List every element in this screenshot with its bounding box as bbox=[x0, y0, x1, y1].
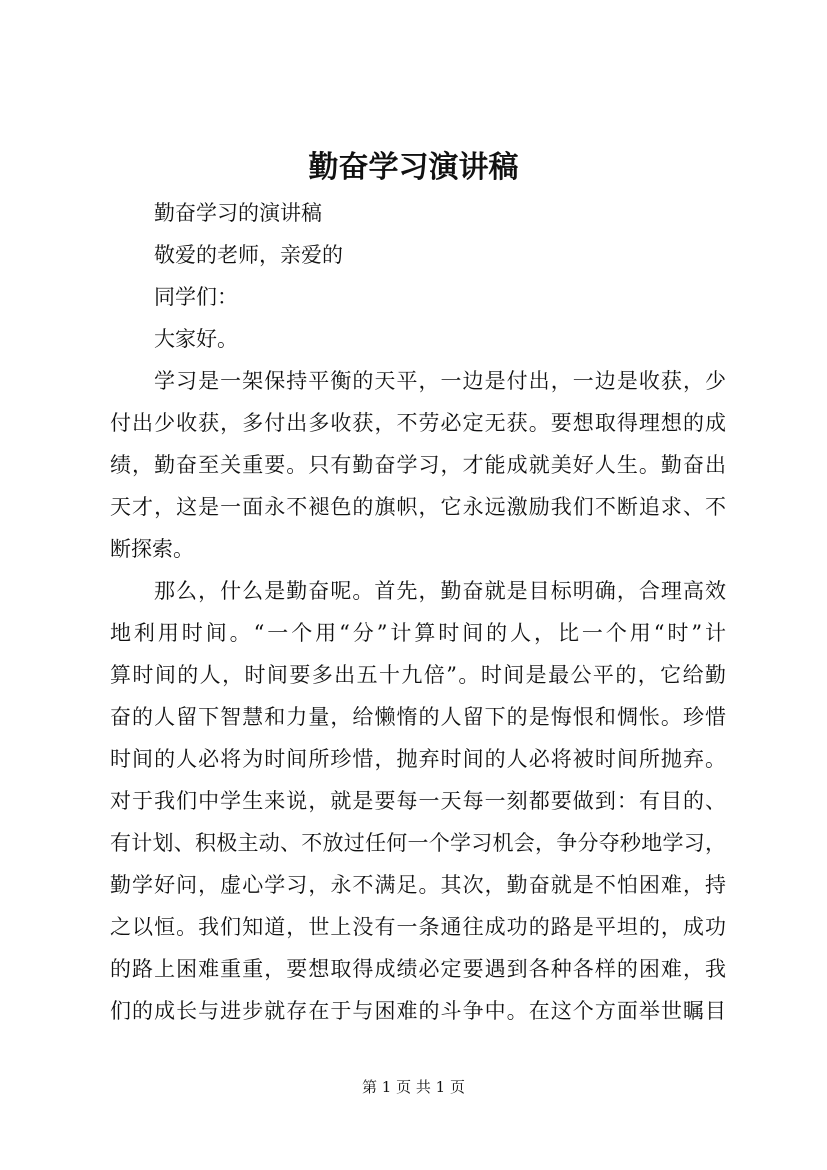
paragraph-1-line-1: 学习是一架保持平衡的天平，一边是付出，一边是收获，少 bbox=[154, 369, 726, 393]
paragraph-2-line-1: 那么，什么是勤奋呢。首先，勤奋就是目标明确，合理高效 bbox=[154, 579, 726, 603]
subtitle-line: 勤奋学习的演讲稿 bbox=[154, 201, 322, 225]
salutation-line-1: 敬爱的老师，亲爱的 bbox=[154, 243, 343, 267]
paragraph-2-line-11: 们的成长与进步就存在于与困难的斗争中。在这个方面举世瞩目 bbox=[110, 999, 726, 1023]
paragraph-2-line-2: 地利用时间。“一个用“分”计算时间的人，比一个用“时”计 bbox=[110, 621, 726, 645]
paragraph-2-line-10: 的路上困难重重，要想取得成绩必定要遇到各种各样的困难，我 bbox=[110, 957, 726, 981]
paragraph-1-line-3: 绩，勤奋至关重要。只有勤奋学习，才能成就美好人生。勤奋出 bbox=[110, 453, 726, 477]
paragraph-2-line-8: 勤学好问，虚心学习，永不满足。其次，勤奋就是不怕困难，持 bbox=[110, 873, 726, 897]
paragraph-2-line-6: 对于我们中学生来说，就是要每一天每一刻都要做到：有目的、 bbox=[110, 789, 726, 813]
paragraph-2-line-4: 奋的人留下智慧和力量，给懒惰的人留下的是悔恨和惆怅。珍惜 bbox=[110, 705, 726, 729]
paragraph-2-line-9: 之以恒。我们知道，世上没有一条通往成功的路是平坦的，成功 bbox=[110, 915, 726, 939]
greeting-line: 大家好。 bbox=[154, 327, 238, 351]
document-body bbox=[110, 192, 726, 1032]
paragraph-2-line-7: 有计划、积极主动、不放过任何一个学习机会，争分夺秒地学习， bbox=[110, 831, 726, 855]
salutation-line-2: 同学们： bbox=[154, 285, 238, 309]
page-number-footer: 第 1 页 共 1 页 bbox=[362, 1078, 465, 1096]
document-title: 勤奋学习演讲稿 bbox=[308, 150, 519, 185]
paragraph-1-line-4: 天才，这是一面永不褪色的旗帜，它永远激励我们不断追求、不 bbox=[110, 495, 726, 519]
paragraph-2-line-3: 算时间的人，时间要多出五十九倍”。时间是最公平的，它给勤 bbox=[110, 663, 726, 687]
paragraph-1-line-2: 付出少收获，多付出多收获，不劳必定无获。要想取得理想的成 bbox=[110, 411, 726, 435]
paragraph-1-line-5: 断探索。 bbox=[110, 537, 194, 561]
paragraph-2-line-5: 时间的人必将为时间所珍惜，抛弃时间的人必将被时间所抛弃。 bbox=[110, 747, 726, 771]
